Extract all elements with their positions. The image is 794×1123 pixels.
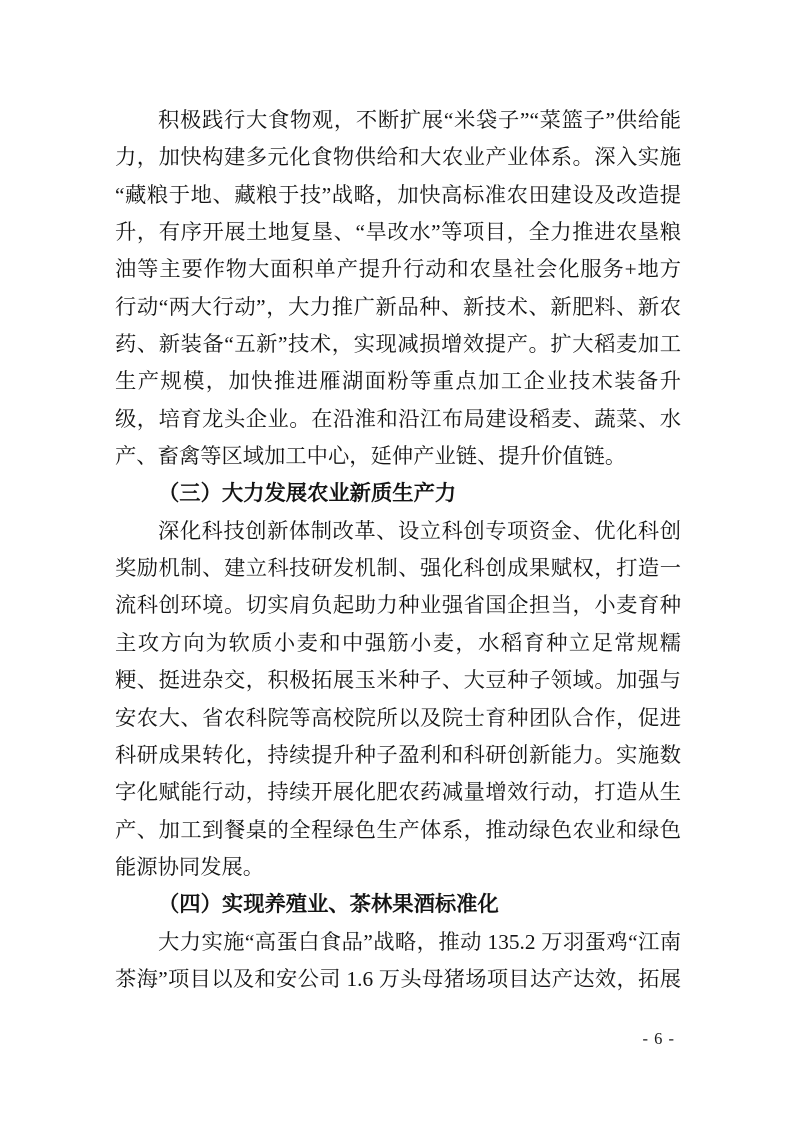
body-line: 深化科技创新体制改革、设立科创专项资金、优化科创: [158, 518, 681, 543]
body-line: 油等主要作物大面积单产提升行动和农垦社会化服务+地方: [115, 257, 681, 282]
body-line: 药、新装备“五新”技术，实现减损增效提产。扩大稻麦加工: [115, 332, 681, 357]
body-line: 奖励机制、建立科技研发机制、强化科创成果赋权，打造一: [115, 556, 681, 581]
body-line: 产、畜禽等区域加工中心，延伸产业链、提升价值链。: [115, 444, 627, 469]
document-body: [115, 102, 681, 998]
body-line: “藏粮于地、藏粮于技”战略，加快高标准农田建设及改造提: [115, 182, 681, 207]
body-line: 主攻方向为软质小麦和中强筋小麦，水稻育种立足常规糯: [115, 630, 681, 655]
body-line: 生产规模，加快推进雁湖面粉等重点加工企业技术装备升: [115, 369, 681, 394]
body-line: 科研成果转化，持续提升种子盈利和科研创新能力。实施数: [115, 742, 681, 767]
body-line: 行动“两大行动”，大力推广新品种、新技术、新肥料、新农: [115, 294, 681, 319]
section-heading-4: （四）实现养殖业、茶林果酒标准化: [158, 892, 499, 917]
page-number: - 6 -: [642, 1029, 675, 1048]
body-line: 产、加工到餐桌的全程绿色生产体系，推动绿色农业和绿色: [115, 817, 681, 842]
body-line: 升，有序开展土地复垦、“旱改水”等项目，全力推进农垦粮: [115, 220, 681, 245]
body-line: 大力实施“高蛋白食品”战略，推动 135.2 万羽蛋鸡“江南: [158, 929, 681, 954]
body-line: 积极践行大食物观，不断扩展“米袋子”“菜篮子”供给能: [158, 108, 681, 132]
body-line: 级，培育龙头企业。在沿淮和沿江布局建设稻麦、蔬菜、水: [115, 406, 681, 431]
body-line: 能源协同发展。: [115, 854, 265, 879]
section-heading-3: （三）大力发展农业新质生产力: [158, 481, 457, 506]
body-line: 粳、挺进杂交，积极拓展玉米种子、大豆种子领域。加强与: [115, 668, 681, 693]
body-line: 流科创环境。切实肩负起助力种业强省国企担当，小麦育种: [115, 593, 681, 618]
body-line: 力，加快构建多元化食物供给和大农业产业体系。深入实施: [115, 145, 681, 170]
body-line: 安农大、省农科院等高校院所以及院士育种团队合作，促进: [115, 705, 681, 730]
body-line: 字化赋能行动，持续开展化肥农药减量增效行动，打造从生: [115, 780, 681, 805]
body-line: 茶海”项目以及和安公司 1.6 万头母猪场项目达产达效，拓展: [115, 966, 681, 991]
